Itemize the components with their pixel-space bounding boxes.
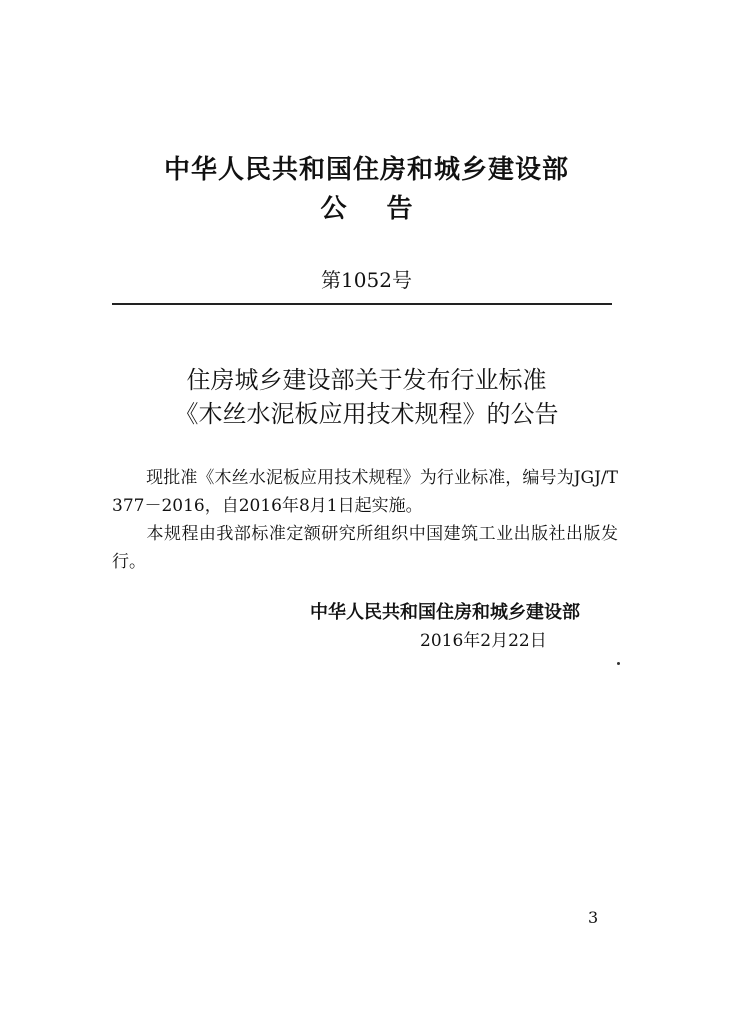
document-number: 第1052号 [321, 268, 412, 292]
signature-date: 2016年2月22日 [420, 631, 547, 651]
header-divider [112, 303, 612, 305]
document-type-heading: 公告 [320, 194, 453, 224]
paragraph-text: 本规程由我部标准定额研究所组织中国建筑工业出版社出版发行。 [112, 524, 618, 572]
subject-line-2: 《木丝水泥板应用技术规程》的公告 [174, 400, 559, 428]
subject-line-1: 住房城乡建设部关于发布行业标准 [186, 366, 547, 394]
scan-speck [617, 662, 620, 665]
paragraph-text: 现批准《木丝水泥板应用技术规程》为行业标准，编号为JGJ/T 377－2016，自2016年8月1日起实施。 [112, 468, 618, 516]
page-number: 3 [588, 908, 599, 927]
issuer-title: 中华人民共和国住房和城乡建设部 [163, 155, 569, 185]
body-paragraph-approval [112, 464, 618, 520]
body-paragraph-publisher [112, 520, 618, 576]
signature-organization: 中华人民共和国住房和城乡建设部 [310, 602, 580, 623]
